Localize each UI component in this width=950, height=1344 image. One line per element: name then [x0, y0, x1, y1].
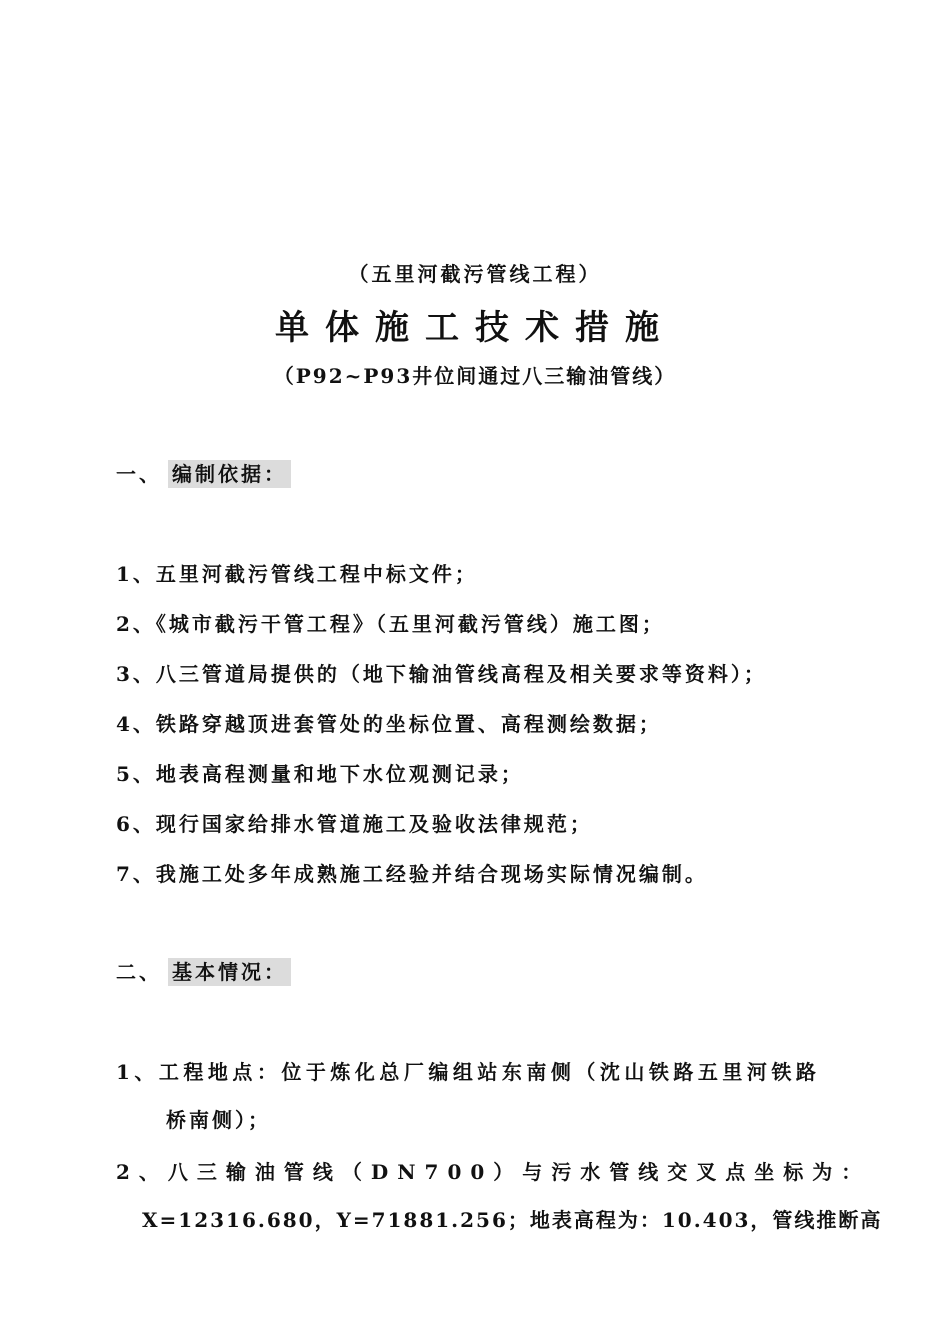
document-title: 单体施工技术措施: [275, 308, 675, 348]
list-item: 2、八三输油管线（DN700）与污水管线交叉点坐标为：: [116, 1160, 871, 1184]
project-title: （五里河截污管线工程）: [348, 262, 602, 286]
list-item: 6、现行国家给排水管道施工及验收法律规范；: [116, 812, 593, 836]
section-title: 编制依据：: [168, 460, 291, 488]
list-item: 2、《城市截污干管工程》（五里河截污管线）施工图；: [116, 612, 665, 636]
list-item: 7、我施工处多年成熟施工经验并结合现场实际情况编制。: [116, 862, 708, 886]
list-item: 5、地表高程测量和地下水位观测记录；: [116, 762, 524, 786]
document-subtitle: （P92~P93井位间通过八三输油管线）: [273, 364, 677, 388]
list-item-continuation: 桥南侧）；: [166, 1108, 271, 1132]
list-item: 4、铁路穿越顶进套管处的坐标位置、高程测绘数据；: [116, 712, 662, 736]
section-number: 一、: [116, 462, 162, 486]
list-item: 3、八三管道局提供的（地下输油管线高程及相关要求等资料）；: [116, 662, 767, 686]
list-item-continuation: X=12316.680，Y=71881.256；地表高程为：10.403，管线推断高: [142, 1208, 883, 1232]
list-item: 1、五里河截污管线工程中标文件；: [116, 562, 478, 586]
section-heading-basis: [116, 458, 291, 487]
list-item: 1、工程地点：位于炼化总厂编组站东南侧（沈山铁路五里河铁路: [116, 1060, 821, 1084]
section-heading-overview: [116, 956, 291, 985]
section-title: 基本情况：: [168, 958, 291, 986]
section-number: 二、: [116, 960, 162, 984]
